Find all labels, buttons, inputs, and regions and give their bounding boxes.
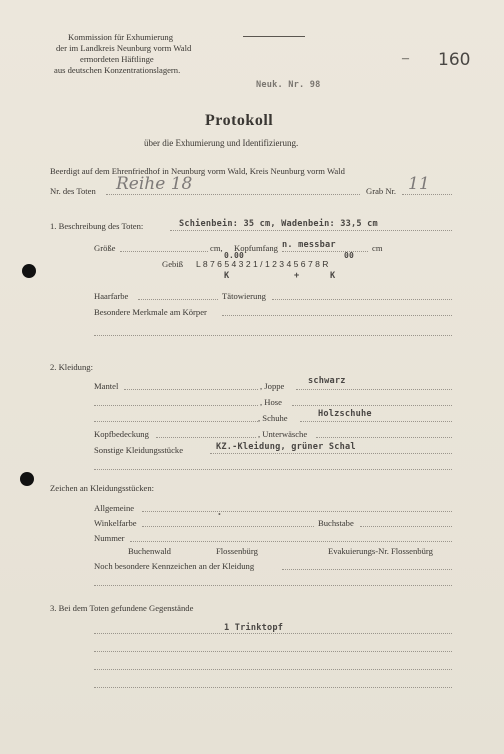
head-circumference-value: n. messbar [282,240,336,250]
header-rule [243,36,305,37]
section-2-heading: 2. Kleidung: [50,362,93,372]
commission-line-1: Kommission für Exhumierung [68,32,174,42]
description-line [170,230,452,231]
items-line-4 [94,687,452,688]
page-number: 160 [438,50,471,70]
other-clothing-label: Sonstige Kleidungsstücke [94,445,184,455]
dead-number-label: Nr. des Toten [50,186,96,196]
letter-label: Buchstabe [318,518,354,528]
dead-number-value: Reihe 18 [116,174,193,194]
ink-mark: • [218,510,221,519]
shoes-line [300,421,452,422]
teeth-lower-right: K [330,271,336,281]
head-circumference-label: Kopfumfang [234,243,278,253]
teeth-upper-right: 00 [344,251,355,260]
grave-number-line [402,194,452,195]
blank-line-4 [94,469,452,470]
commission-line-4: aus deutschen Konzentrationslagern. [54,65,181,75]
coat-label: Mantel [94,381,119,391]
commission-line-2: der im Landkreis Neunburg vorm Wald [56,43,192,53]
burial-text: Beerdigt auf dem Ehrenfriedhof in Neunburg vorm Wald, Kreis Neunburg vorm Wald [50,166,345,176]
trousers-line [292,405,452,406]
other-marks-line [282,569,452,570]
blank-line-2 [94,405,258,406]
hair-color-line [138,299,218,300]
items-line-2 [94,651,452,652]
bone-measurements: Schienbein: 35 cm, Wadenbein: 33,5 cm [179,219,378,229]
number-line [130,541,452,542]
winkel-color-label: Winkelfarbe [94,518,137,528]
head-circumference-line [282,251,368,252]
dead-number-line [106,194,360,195]
underwear-label: , Unterwäsche [258,429,308,439]
grave-number-value: 11 [408,174,430,194]
teeth-lower-mid: + [294,271,300,281]
page-title: Protokoll [205,112,274,129]
punch-hole-bottom [20,472,34,486]
teeth-chart: L 8 7 6 5 4 3 2 1 / 1 2 3 4 5 6 7 8 R [196,259,329,269]
number-label: Nummer [94,533,125,543]
dash-mark: – [402,51,409,66]
teeth-label: Gebiß [162,259,184,269]
other-marks-label: Noch besondere Kennzeichen an der Kleidung [94,561,255,571]
other-clothing-value: KZ.-Kleidung, grüner Schal [216,442,356,452]
items-line-3 [94,669,452,670]
jacket-value: schwarz [308,376,346,386]
grave-number-label: Grab Nr. [366,186,397,196]
signs-heading: Zeichen an Kleidungsstücken: [50,483,155,493]
punch-hole-top [22,264,36,278]
hair-color-label: Haarfarbe [94,291,129,301]
commission-line-3: ermordeten Häftlinge [80,54,154,64]
page-subtitle: über die Exhumierung und Identifizierung. [144,138,299,148]
shoes-label: , Schuhe [258,413,288,423]
blank-line-1 [94,335,452,336]
reference-number: Neuk. Nr. 98 [256,80,321,90]
other-clothing-line [210,453,452,454]
headwear-label: Kopfbedeckung [94,429,149,439]
body-marks-line [222,315,452,316]
blank-line-3 [94,421,258,422]
blank-line-5 [94,585,452,586]
size-label: Größe [94,243,116,253]
flossenburg-label: Flossenbürg [216,546,258,556]
teeth-upper-left: 0.00 [224,251,245,260]
underwear-line [316,437,452,438]
letter-line [360,526,452,527]
cm-unit-2: cm [372,243,383,253]
shoes-value: Holzschuhe [318,409,372,419]
trousers-label: , Hose [260,397,282,407]
section-1-heading: 1. Beschreibung des Toten: [50,221,144,231]
body-marks-label: Besondere Merkmale am Körper [94,307,207,317]
tattoo-line [272,299,452,300]
winkel-color-line [142,526,314,527]
jacket-label: , Joppe [260,381,285,391]
general-line [142,511,452,512]
section-3-heading: 3. Bei dem Toten gefundene Gegenstände [50,603,194,613]
jacket-line [296,389,452,390]
teeth-lower-left: K [224,271,230,281]
headwear-line [156,437,256,438]
found-item: 1 Trinktopf [224,623,284,633]
coat-line [124,389,258,390]
items-line-1 [94,633,452,634]
general-label: Allgemeine [94,503,135,513]
buchenwald-label: Buchenwald [128,546,171,556]
size-line [120,251,208,252]
evacuation-number-label: Evakuierungs-Nr. Flossenbürg [328,546,433,556]
cm-unit-1: cm, [210,243,223,253]
tattoo-label: Tätowierung [222,291,266,301]
